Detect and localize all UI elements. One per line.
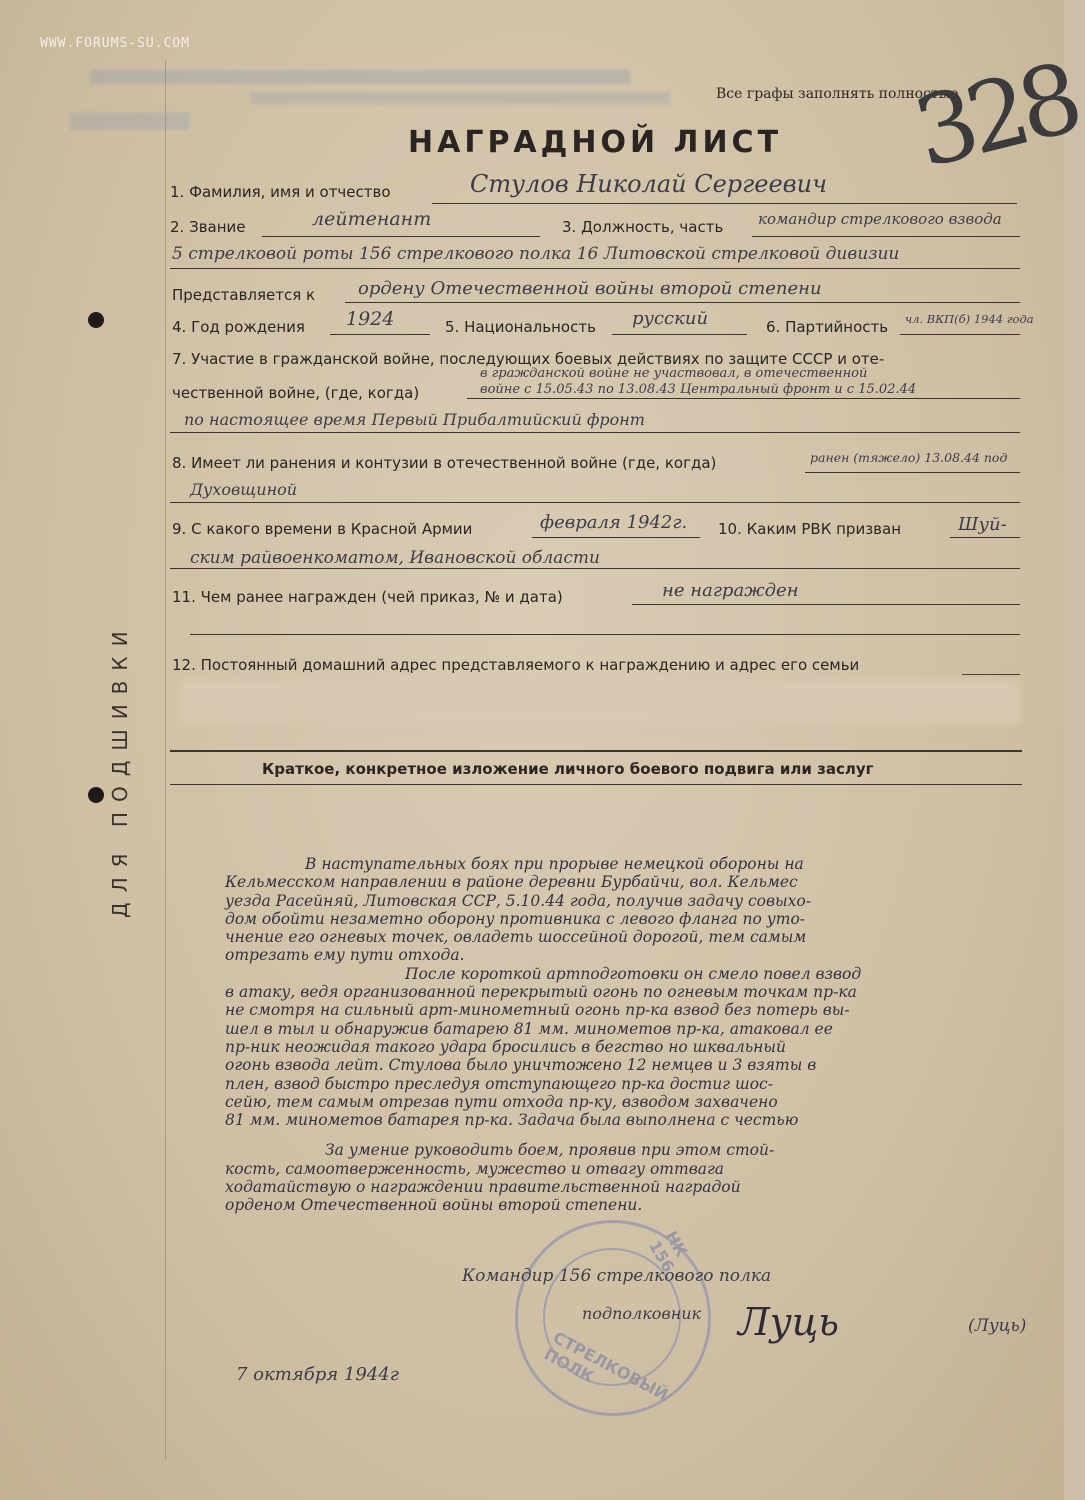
field-5-line [612,334,747,335]
field-4-label: 4. Год рождения [172,318,305,336]
narrative-text [225,855,1025,1215]
field-7-line-1 [467,398,1020,399]
field-5-value: русский [632,308,709,329]
field-6-value: чл. ВКП(б) 1944 года [905,312,1034,326]
field-8-line-2 [170,502,1020,503]
field-7-label-line2: чественной войне, (где, когда) [172,384,420,402]
presented-label: Представляется к [172,286,316,304]
stamp-bottom-text: СТРЕЛКОВЫЙ ПОЛК [540,1327,672,1405]
field-3-value: командир стрелкового взвода [758,210,1002,228]
narrative-line: дом обойти незаметно оборону противника с левого фланга по уто- [225,909,806,928]
field-12-label: 12. Постоянный домашний адрес представляемого к награждению и адрес его семьи [172,656,860,674]
narrative-line: отрезать ему пути отхода. [225,946,465,965]
section-heading: Краткое, конкретное изложение личного боевого подвига или заслуг [262,760,874,778]
punch-hole [88,312,104,328]
signer-rank: подполковник [582,1304,702,1323]
field-7-line-2 [170,432,1020,433]
field-7-value-1: в гражданской войне не участвовал, в отечественной [480,366,868,381]
narrative-line: чнение его огневых точек, овладеть шоссейной дорогой, тем самым [225,928,807,947]
narrative-line: После короткой артподготовки он смело повел взвод [405,964,862,983]
site-watermark: WWW.FORUMS-SU.COM [40,36,191,51]
narrative-line: В наступательных боях при прорыве немецкой обороны на [305,855,804,873]
signer-title: Командир 156 стрелкового полка [462,1266,772,1286]
presented-line [345,302,1020,303]
field-9-line [532,537,700,538]
narrative-line: пр-ник неожидая такого удара бросились в бегство но шквальный [225,1037,786,1056]
narrative-line: 81 мм. минометов батарея пр-ка. Задача была выполнена с честью [225,1111,799,1130]
section-rule-bottom [170,784,1022,785]
field-4-line [330,334,430,335]
registry-number: 328 [903,42,1085,190]
signature-date: 7 октября 1944г [236,1364,399,1385]
narrative-line: ходатайствую о награждении правительственной наградой [225,1178,741,1197]
fill-all-fields-note: Все графы заполнять полностью [716,86,959,102]
narrative-line: Кельмесском направлении в районе деревни Бурбайчи, вол. Кельмес [225,873,798,892]
binding-margin-line [165,60,166,1460]
field-1-value: Стулов Николай Сергеевич [470,170,828,198]
redacted-address [180,680,1020,724]
narrative-line: в атаку, ведя организованной перекрытый огонь по огневым точкам пр-ка [225,983,857,1002]
field-7-label-line1: 7. Участие в гражданской войне, последующих боевых действиях по защите СССР и оте- [172,350,885,368]
field-5-label: 5. Национальность [445,318,596,336]
field-10-line-1 [950,537,1020,538]
punch-hole [88,787,104,803]
narrative-line: сейю, тем самым отрезав пути отхода пр-ку, взводом захвачено [225,1092,778,1111]
stamp-top-text: НК 156 [645,1227,692,1276]
field-3-line-cont [170,268,1020,269]
field-10-line-2 [170,568,1020,569]
presented-value: ордену Отечественной войны второй степени [358,278,822,299]
narrative-line: плен, взвод быстро преследуя отступающего пр-ка достиг шос- [225,1074,773,1093]
field-6-label: 6. Партийность [766,318,889,336]
field-8-label: 8. Имеет ли ранения и контузии в отечественной войне (где, когда) [172,454,717,472]
field-11-label: 11. Чем ранее награжден (чей приказ, № и дата) [172,588,563,606]
narrative-line: шел в тыл и обнаружив батарею 81 мм. минометов пр-ка, атаковал ее [225,1019,833,1038]
field-2-value: лейтенант [312,208,432,230]
field-10-value-2: ским райвоенкоматом, Ивановской области [190,548,600,568]
field-10-label: 10. Каким РВК призван [718,520,902,538]
handwritten-signature: Луць [738,1300,839,1344]
narrative-line [225,1129,1025,1141]
field-4-value: 1924 [346,308,395,330]
signer-name: (Луць) [968,1316,1027,1336]
field-2-line [262,236,540,237]
field-7-value-2: войне с 15.05.43 по 13.08.43 Центральный фронт и с 15.02.44 [480,382,917,397]
field-2-label: 2. Звание [170,218,246,236]
document-title: НАГРАДНОЙ ЛИСТ [408,125,783,160]
narrative-line: кость, самоотверженность, мужество и отвагу оттвага [225,1159,725,1178]
field-1-label: 1. Фамилия, имя и отчество [170,183,391,201]
field-8-value-1: ранен (тяжело) 13.08.44 под [810,450,1008,465]
narrative-line: орденом Отечественной войны второй степени. [225,1196,643,1215]
field-7-value-3: по настоящее время Первый Прибалтийский фронт [184,410,645,429]
field-12-line-1 [962,674,1020,675]
field-3-value-cont: 5 стрелковой роты 156 стрелкового полка 16 Литовской стрелковой дивизии [172,244,900,264]
field-8-value-2: Духовщиной [190,480,298,499]
field-9-value: февраля 1942г. [540,512,688,533]
field-1-line [432,203,1017,204]
field-8-line-1 [805,472,1020,473]
binding-margin-note: ДЛЯ ПОДШИВКИ [108,621,132,919]
narrative-line: За умение руководить боем, проявив при этом стой- [325,1141,775,1160]
field-6-line [900,334,1020,335]
field-11-line-1 [632,604,1020,605]
narrative-line: уезда Расейняй, Литовская ССР, 5.10.44 года, получив задачу совыхо- [225,891,811,910]
field-10-value-1: Шуй- [958,514,1007,535]
field-11-value: не награжден [662,580,799,601]
narrative-line: огонь взвода лейт. Стулова было уничтожено 12 немцев и 3 взяты в [225,1056,817,1075]
narrative-line: не смотря на сильный арт-минометный огонь пр-ка взвод без потерь вы- [225,1001,850,1020]
field-9-label: 9. С какого времени в Красной Армии [172,520,473,538]
field-3-label: 3. Должность, часть [562,218,724,236]
field-3-line [752,236,1020,237]
section-rule-top [170,750,1022,752]
field-11-line-2 [190,634,1020,635]
